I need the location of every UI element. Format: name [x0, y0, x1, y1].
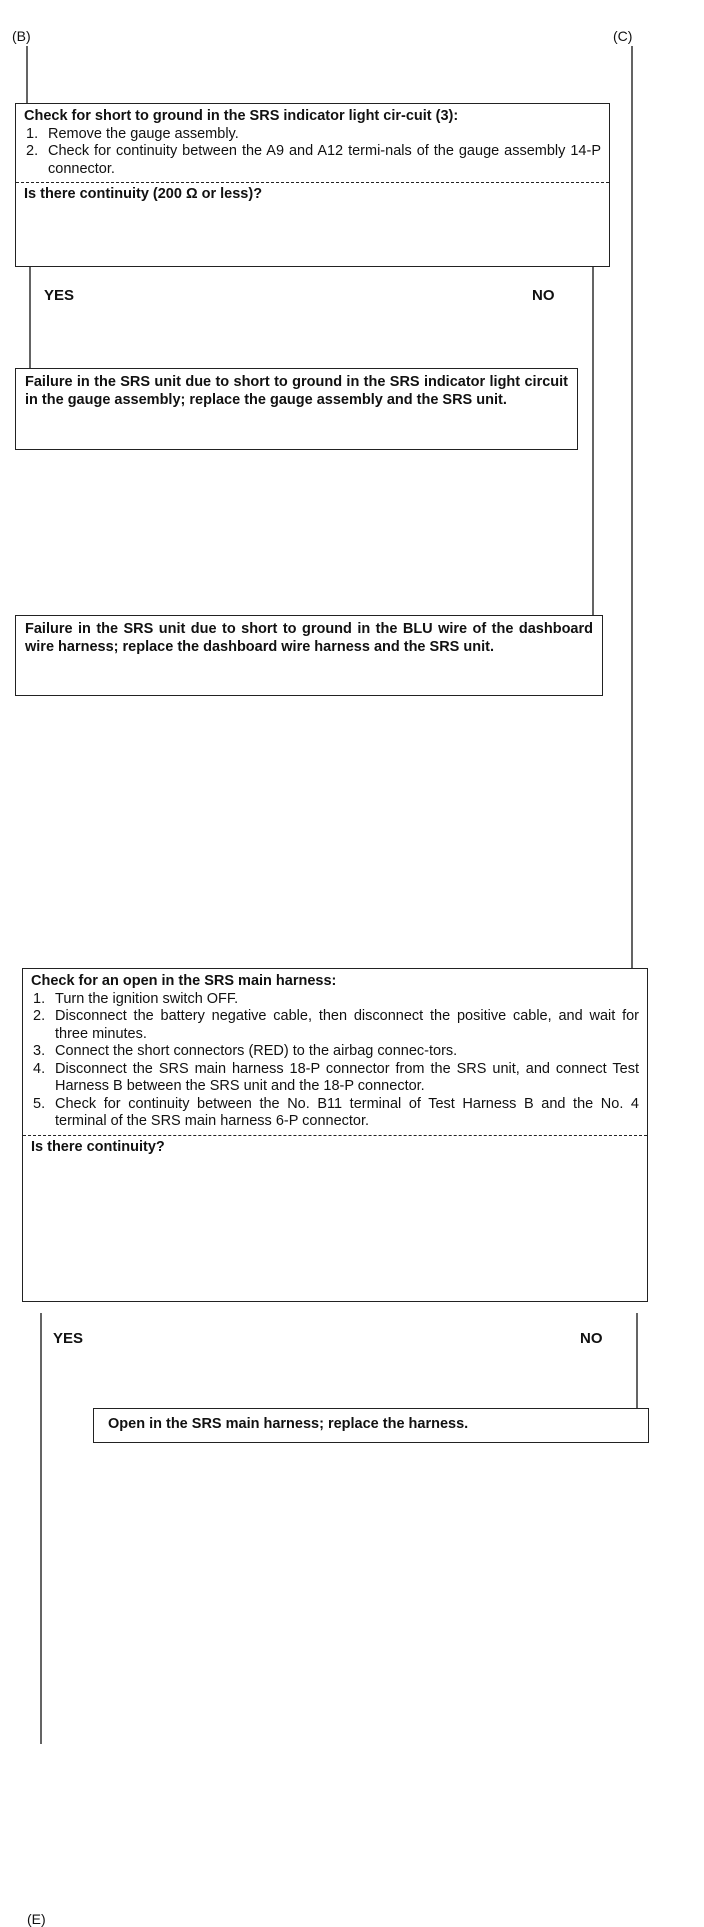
connector-b: (B) [12, 28, 31, 44]
connector-e: (E) [27, 1911, 46, 1927]
check-steps [24, 126, 601, 179]
check-title: Check for an open in the SRS main harness: [31, 973, 337, 989]
check-box-indicator-circuit [15, 103, 610, 267]
result-gauge-assembly: Failure in the SRS unit due to short to ground in the SRS indicator light circuit in the gauge assembly; replace the gauge assembly and the SRS unit. [15, 368, 578, 450]
step-item: 2. Disconnect the battery negative cable, then disconnect the positive cable, and wait for three minutes. [33, 1008, 639, 1042]
step-item: 1. Remove the gauge assembly. [26, 125, 239, 142]
check-box-main-harness [22, 968, 648, 1302]
yes-label: YES [53, 1330, 84, 1347]
check-question: Is there continuity? [23, 1135, 647, 1161]
result-dashboard-harness: Failure in the SRS unit due to short to ground in the BLU wire of the dashboard wire harness; replace the dashboard wire harness and the SRS unit. [15, 615, 603, 696]
no-label: NO [580, 1330, 603, 1347]
step-item: 5. Check for continuity between the No. B11 terminal of Test Harness B and the No. 4 terminal of the SRS main harness 6-P connector. [33, 1095, 639, 1129]
result-open-main-harness: Open in the SRS main harness; replace the harness. [93, 1408, 649, 1443]
check-steps [31, 991, 639, 1131]
step-item: 3. Connect the short connectors (RED) to the airbag connec-tors. [33, 1043, 458, 1059]
connector-c: (C) [613, 28, 633, 44]
no-label: NO [532, 287, 555, 304]
check-question: Is there continuity (200 Ω or less)? [16, 182, 609, 208]
step-item: 1. Turn the ignition switch OFF. [33, 990, 239, 1007]
step-item: 2. Check for continuity between the A9 and A12 termi-nals of the gauge assembly 14-P connector. [26, 143, 601, 177]
yes-label: YES [44, 287, 75, 304]
check-title: Check for short to ground in the SRS indicator light cir-cuit (3): [24, 108, 459, 124]
step-item: 4. Disconnect the SRS main harness 18-P connector from the SRS unit, and connect Test Harness B between the SRS unit and the 18-P connector. [33, 1060, 639, 1094]
